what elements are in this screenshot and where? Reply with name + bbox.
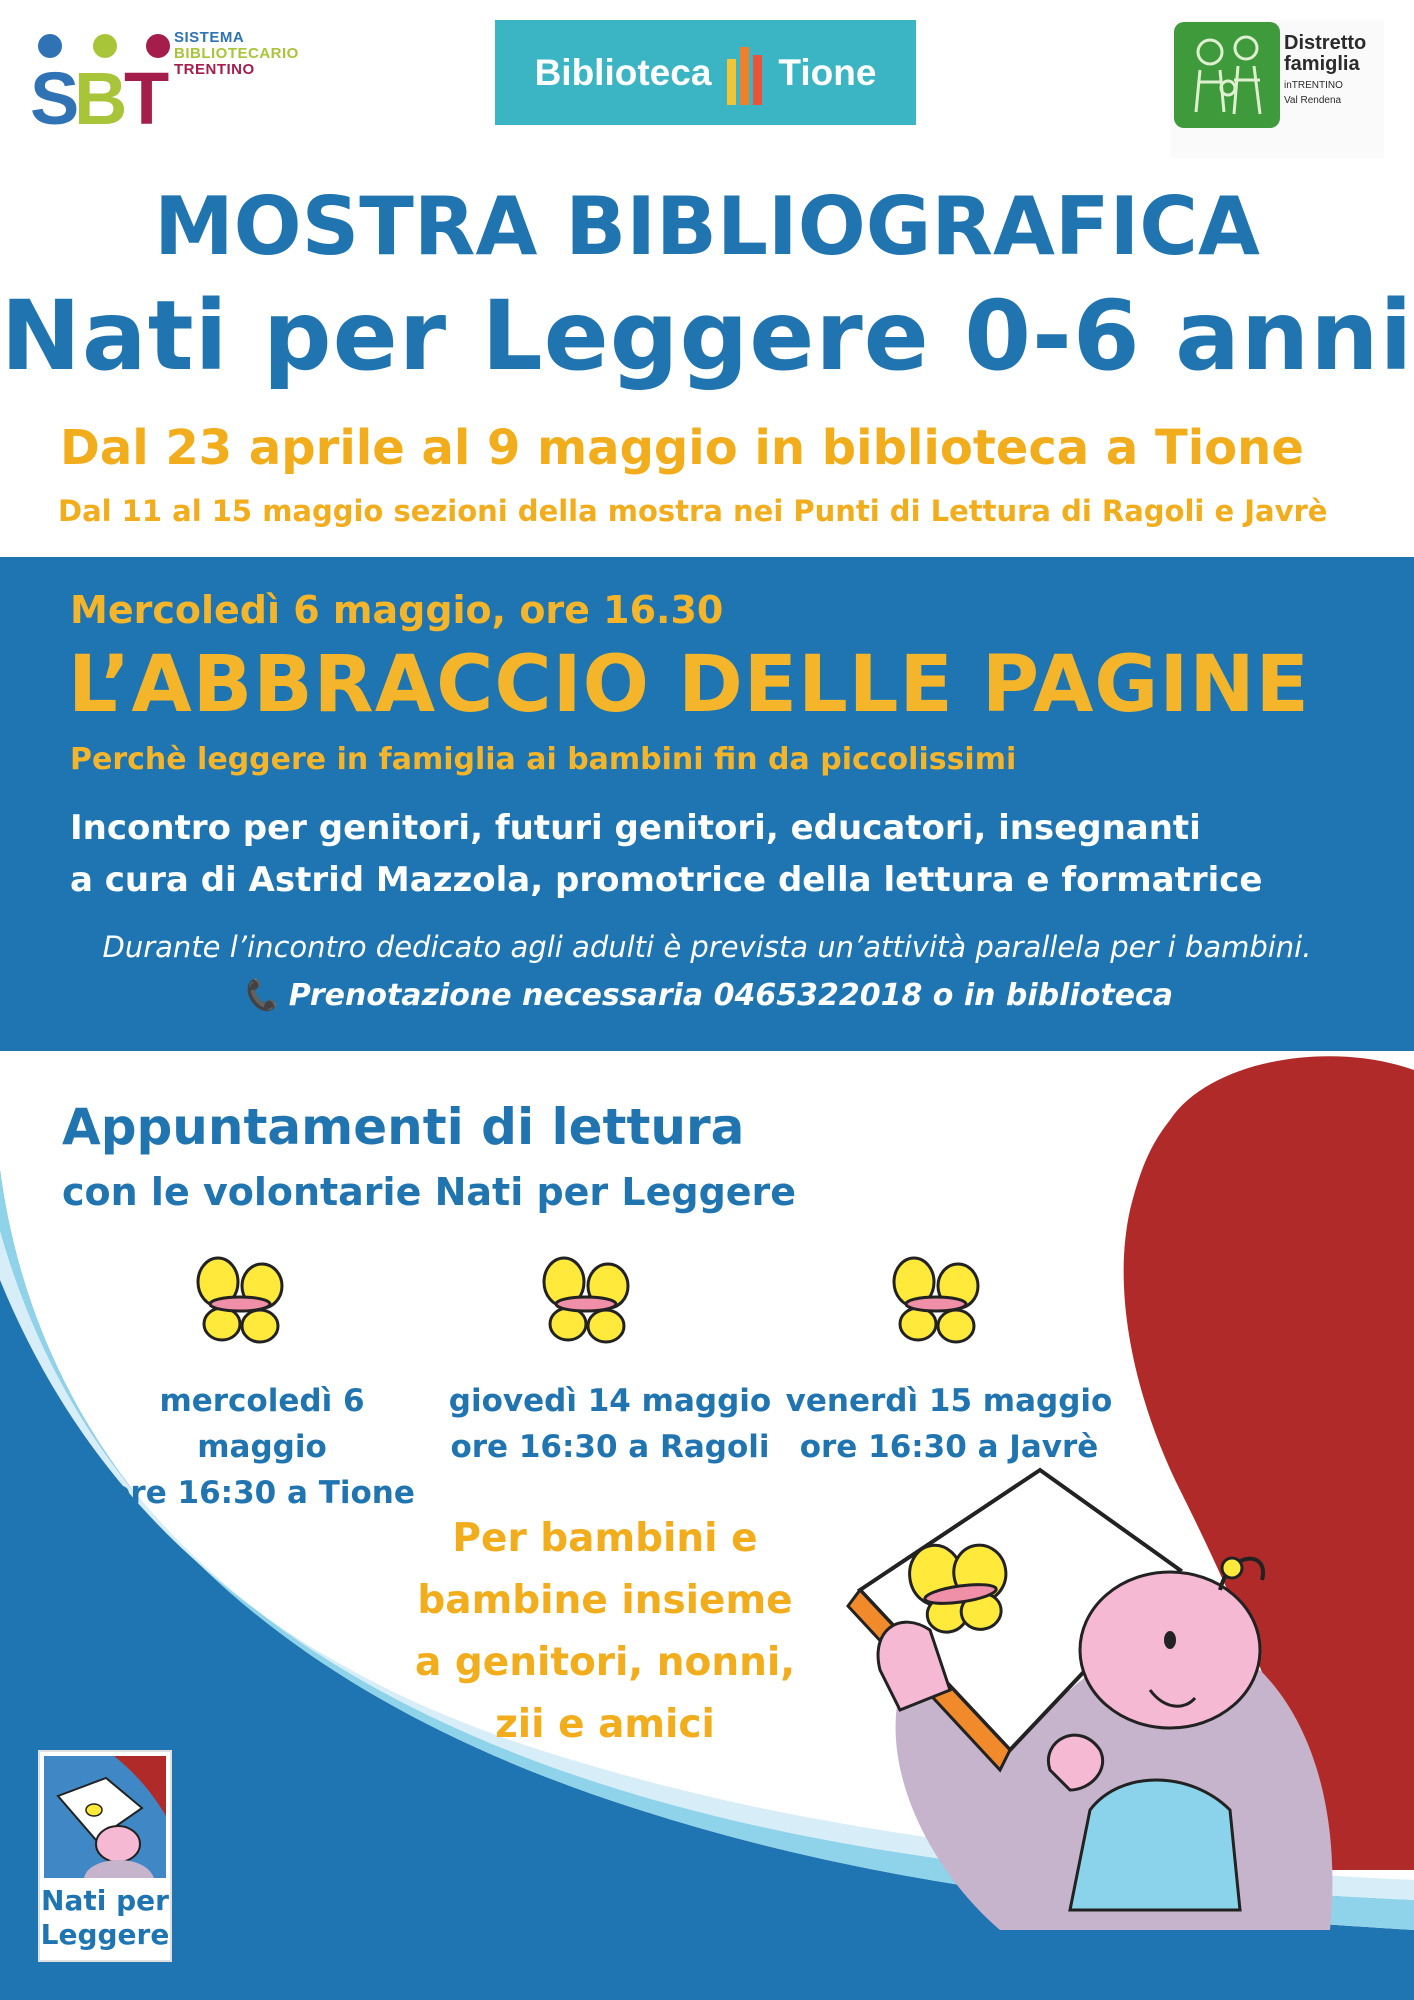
event-title: L’ABBRACCIO DELLE PAGINE xyxy=(68,640,1310,730)
kids-line-1: Per bambini e xyxy=(452,1516,758,1561)
npl-wordmark xyxy=(40,1884,170,1952)
svg-text:B: B xyxy=(74,57,128,132)
distretto-wordmark xyxy=(1284,32,1366,106)
appointment-tione xyxy=(97,1378,427,1516)
sbt-letters-graphic xyxy=(30,32,180,132)
npl-line-1: Nati per xyxy=(41,1884,169,1917)
event-subtitle: Perchè leggere in famiglia ai bambini fin da piccolissimi xyxy=(70,742,1017,777)
event-datetime: Mercoledì 6 maggio, ore 16.30 xyxy=(70,588,724,632)
event-speaker: a cura di Astrid Mazzola, promotrice della lettura e formatrice xyxy=(70,860,1263,900)
appointment-day: mercoledì 6 maggio xyxy=(159,1383,365,1465)
kids-audience xyxy=(390,1508,820,1756)
biblioteca-word: Biblioteca xyxy=(534,51,712,93)
appointment-time: ore 16:30 a Tione xyxy=(109,1475,415,1511)
distretto-famiglia-logo xyxy=(1170,20,1384,158)
bars-icon xyxy=(727,41,762,105)
exhibition-heading: MOSTRA BIBLIOGRAFICA xyxy=(154,180,1260,273)
reading-child-icon xyxy=(44,1756,166,1878)
sbt-line-1: SISTEMA xyxy=(174,29,245,46)
sbt-logo xyxy=(30,26,310,132)
secondary-dates: Dal 11 al 15 maggio sezioni della mostra nei Punti di Lettura di Ragoli e Javrè xyxy=(58,494,1328,528)
appointment-time: ore 16:30 a Ragoli xyxy=(450,1429,770,1465)
distretto-line-3: inTRENTINO xyxy=(1284,80,1343,91)
booking-text: Prenotazione necessaria 0465322018 o in biblioteca xyxy=(288,978,1174,1013)
appointment-ragoli xyxy=(445,1378,775,1470)
npl-line-2: Leggere xyxy=(40,1918,170,1951)
sbt-line-2: BIBLIOTECARIO xyxy=(174,45,299,62)
butterfly-icon xyxy=(190,1252,290,1352)
event-audience: Incontro per genitori, futuri genitori, educatori, insegnanti xyxy=(70,808,1201,848)
main-dates: Dal 23 aprile al 9 maggio in biblioteca a Tione xyxy=(60,420,1304,476)
kids-line-4: zii e amici xyxy=(495,1702,715,1747)
distretto-line-2: famiglia xyxy=(1284,53,1360,75)
exhibition-title: Nati per Leggere 0-6 anni xyxy=(0,280,1414,392)
appointments-title: Appuntamenti di lettura xyxy=(62,1098,745,1156)
svg-text:S: S xyxy=(30,57,80,132)
kids-line-2: bambine insieme xyxy=(417,1578,793,1623)
butterfly-icon xyxy=(886,1252,986,1352)
event-booking xyxy=(0,978,1414,1013)
butterfly-icon xyxy=(536,1252,636,1352)
svg-text:T: T xyxy=(124,57,170,132)
nati-per-leggere-logo xyxy=(38,1750,172,1962)
appointment-day: giovedì 14 maggio xyxy=(448,1383,772,1419)
distretto-line-4: Val Rendena xyxy=(1284,95,1342,106)
distretto-line-1: Distretto xyxy=(1284,32,1367,54)
sbt-line-3: TRENTINO xyxy=(174,61,255,78)
kids-line-3: a genitori, nonni, xyxy=(414,1640,796,1685)
sbt-wordmark xyxy=(174,30,299,78)
tione-word: Tione xyxy=(778,51,877,93)
event-note: Durante l’incontro dedicato agli adulti è prevista un’attività parallela per i bambini. xyxy=(102,930,1312,964)
phone-icon: 📞 xyxy=(240,978,289,1013)
appointments-subtitle: con le volontarie Nati per Leggere xyxy=(62,1170,797,1214)
appointment-time: ore 16:30 a Javrè xyxy=(799,1429,1099,1465)
biblioteca-tione-logo xyxy=(495,20,916,125)
appointment-day: venerdì 15 maggio xyxy=(785,1383,1113,1419)
family-icon xyxy=(1174,22,1280,128)
appointment-javre xyxy=(784,1378,1114,1470)
